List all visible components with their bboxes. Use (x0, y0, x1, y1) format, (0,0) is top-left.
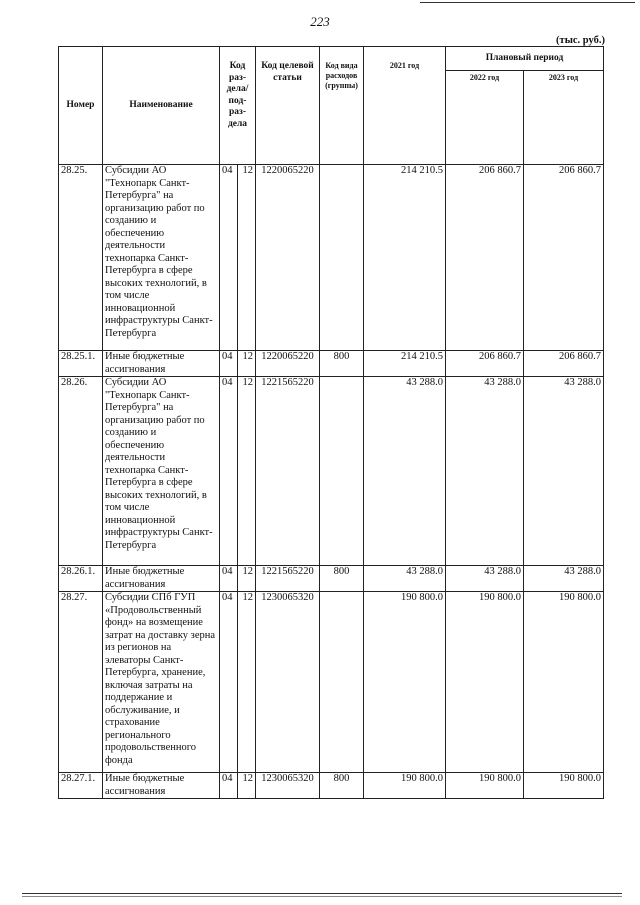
row-section: 04 (220, 351, 238, 377)
row-amount-2022: 43 288.0 (446, 566, 524, 592)
row-target-code: 1221565220 (256, 566, 320, 592)
row-amount-2021: 190 800.0 (364, 592, 446, 773)
unit-note: (тыс. руб.) (556, 35, 605, 46)
row-number: 28.27. (59, 592, 103, 773)
row-subsection: 12 (238, 566, 256, 592)
row-section: 04 (220, 566, 238, 592)
bottom-rule (22, 893, 622, 894)
row-amount-2021: 214 210.5 (364, 351, 446, 377)
row-target-code: 1230065320 (256, 773, 320, 799)
row-section: 04 (220, 592, 238, 773)
row-name: Иные бюджетные ассигнования (103, 773, 220, 799)
table-row (59, 773, 604, 799)
row-expense-type: 800 (320, 773, 364, 799)
budget-table (58, 46, 604, 799)
row-name: Иные бюджетные ассигнования (103, 566, 220, 592)
row-amount-2021: 43 288.0 (364, 377, 446, 566)
row-section: 04 (220, 773, 238, 799)
row-amount-2023: 190 800.0 (524, 592, 604, 773)
table-body (59, 165, 604, 799)
row-amount-2022: 43 288.0 (446, 377, 524, 566)
header-target-code: Код целевой статьи (256, 47, 320, 165)
row-amount-2022: 190 800.0 (446, 773, 524, 799)
row-amount-2021: 190 800.0 (364, 773, 446, 799)
row-expense-type (320, 592, 364, 773)
row-amount-2022: 206 860.7 (446, 165, 524, 351)
header-name: Наименование (103, 47, 220, 165)
row-amount-2023: 43 288.0 (524, 377, 604, 566)
header-expense-type-code: Код вида расходов (группы) (320, 47, 364, 165)
row-number: 28.26. (59, 377, 103, 566)
row-target-code: 1230065320 (256, 592, 320, 773)
table-row (59, 165, 604, 351)
table-row (59, 566, 604, 592)
header-number: Номер (59, 47, 103, 165)
row-number: 28.25.1. (59, 351, 103, 377)
row-expense-type (320, 165, 364, 351)
row-amount-2021: 214 210.5 (364, 165, 446, 351)
header-planning-period: Плановый период (446, 47, 604, 71)
row-amount-2023: 206 860.7 (524, 165, 604, 351)
row-subsection: 12 (238, 592, 256, 773)
row-name: Иные бюджетные ассигнования (103, 351, 220, 377)
row-expense-type: 800 (320, 566, 364, 592)
row-name: Субсидии СПб ГУП «Продовольственный фонд» на возмещение затрат на доставку зерна из регионов на элеваторы Санкт-Петербурга, хранение, включая затраты на поддержание и обслуживание, и страхование регионального продовольственного фонда (103, 592, 220, 773)
row-amount-2022: 206 860.7 (446, 351, 524, 377)
row-subsection: 12 (238, 773, 256, 799)
header-year-2021: 2021 год (364, 47, 446, 165)
row-amount-2023: 190 800.0 (524, 773, 604, 799)
row-number: 28.26.1. (59, 566, 103, 592)
page-number: 223 (310, 14, 330, 29)
header-section-code: Код раз-дела/ под-раз-дела (220, 47, 256, 165)
row-expense-type: 800 (320, 351, 364, 377)
row-section: 04 (220, 165, 238, 351)
row-amount-2022: 190 800.0 (446, 592, 524, 773)
top-rule (420, 2, 635, 3)
row-subsection: 12 (238, 165, 256, 351)
row-name: Субсидии АО "Технопарк Санкт-Петербурга" на организацию работ по созданию и обеспечению деятельности технопарка Санкт-Петербурга в сфере высоких технологий, в том числе инновационной инфраструктуры Санкт-Петербурга (103, 165, 220, 351)
bottom-rule-secondary (22, 896, 622, 897)
row-target-code: 1220065220 (256, 351, 320, 377)
row-target-code: 1221565220 (256, 377, 320, 566)
table-row (59, 351, 604, 377)
row-target-code: 1220065220 (256, 165, 320, 351)
row-amount-2023: 43 288.0 (524, 566, 604, 592)
row-amount-2023: 206 860.7 (524, 351, 604, 377)
table-row (59, 377, 604, 566)
header-year-2022: 2022 год (446, 71, 524, 165)
row-section: 04 (220, 377, 238, 566)
row-amount-2021: 43 288.0 (364, 566, 446, 592)
table-row (59, 592, 604, 773)
row-name: Субсидии АО "Технопарк Санкт-Петербурга" на организацию работ по созданию и обеспечению деятельности технопарка Санкт-Петербурга в сфере высоких технологий, в том числе инновационной инфраструктуры Санкт-Петербурга (103, 377, 220, 566)
row-number: 28.27.1. (59, 773, 103, 799)
row-expense-type (320, 377, 364, 566)
row-number: 28.25. (59, 165, 103, 351)
row-subsection: 12 (238, 351, 256, 377)
row-subsection: 12 (238, 377, 256, 566)
table-header (59, 47, 604, 165)
header-year-2023: 2023 год (524, 71, 604, 165)
